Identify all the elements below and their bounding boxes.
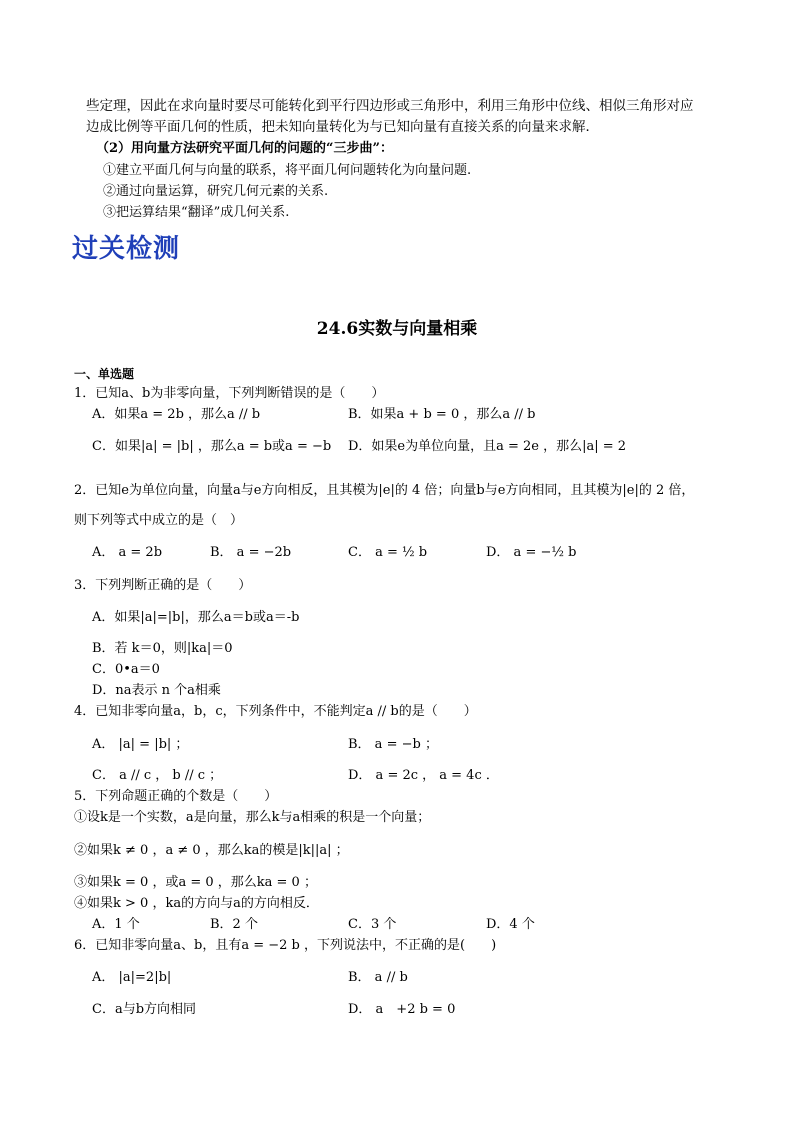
q3-option-c: C．0•a＝0 bbox=[92, 662, 160, 677]
q5-option-c: C．3 个 bbox=[348, 917, 397, 932]
q4-option-c: C． a // c ， b // c ； bbox=[92, 768, 223, 783]
part-heading: 一、单选题 bbox=[74, 367, 135, 381]
q2-option-c: C． a = ½ b bbox=[348, 545, 428, 560]
q5-option-d: D．4 个 bbox=[486, 917, 535, 932]
q6-option-a: A． |a|=2|b| bbox=[92, 970, 172, 985]
q6-option-d: D． a +2 b = 0 bbox=[348, 1002, 456, 1017]
q2-option-d: D． a = −½ b bbox=[486, 545, 577, 560]
q4-option-a: A． |a| = |b| ； bbox=[92, 737, 189, 752]
q2-option-a: A． a = 2b bbox=[92, 545, 163, 560]
step-3: ③把运算结果“翻译”成几何关系. bbox=[103, 205, 290, 220]
intro-line-2: 边成比例等平面几何的性质，把未知向量转化为与已知向量有直接关系的向量来求解． bbox=[86, 119, 599, 135]
q1-option-d: D．如果e为单位向量，且a = 2e ，那么|a| = 2 bbox=[348, 439, 627, 454]
q6-option-c: C．a与b方向相同 bbox=[92, 1002, 197, 1017]
q3-stem: 3．下列判断正确的是（ ） bbox=[74, 578, 252, 593]
q5-stem: 5．下列命题正确的个数是（ ） bbox=[74, 789, 278, 804]
q3-option-a: A．如果|a|=|b|，那么a＝b或a＝-b bbox=[92, 610, 300, 625]
q4-option-d: D． a = 2c ， a = 4c ． bbox=[348, 768, 499, 783]
q6-option-b: B． a // b bbox=[348, 970, 408, 985]
step-1: ①建立平面几何与向量的联系，将平面几何问题转化为向量问题. bbox=[103, 163, 472, 178]
document-title: 24.6实数与向量相乘 bbox=[316, 319, 478, 339]
q5-statement-3: ③如果k = 0 ，或a = 0 ，那么ka = 0 ； bbox=[74, 875, 317, 890]
q2-stem-line-2: 则下列等式中成立的是（ ） bbox=[74, 513, 244, 528]
q5-statement-4: ④如果k > 0 ，ka的方向与a的方向相反． bbox=[74, 896, 319, 911]
q4-option-b: B． a = −b ； bbox=[348, 737, 438, 752]
three-steps-heading: （2）用向量方法研究平面几何的问题的“三步曲”： bbox=[96, 141, 394, 156]
q1-stem: 1．已知a、b为非零向量，下列判断错误的是（ ） bbox=[74, 386, 385, 401]
q3-option-d: D．na表示 n 个a相乘 bbox=[92, 683, 221, 698]
q1-option-b: B．如果a + b = 0 ，那么a // b bbox=[348, 407, 536, 422]
q4-stem: 4．已知非零向量a，b，c，下列条件中，不能判定a // b的是（ ） bbox=[74, 704, 477, 719]
section-title: 过关检测 bbox=[72, 234, 181, 264]
q2-stem-line-1: 2．已知e为单位向量，向量a与e方向相反，且其模为|e|的 4 倍；向量b与e方向相同，且其模为|e|的 2 倍， bbox=[74, 483, 695, 498]
q1-option-c: C．如果|a| = |b| ，那么a = b或a = −b bbox=[92, 439, 332, 454]
q5-statement-1: ①设k是一个实数，a是向量，那么k与a相乘的积是一个向量； bbox=[74, 810, 431, 825]
q3-option-b: B．若 k＝0，则|ka|＝0 bbox=[92, 641, 233, 656]
q5-option-a: A．1 个 bbox=[92, 917, 140, 932]
q5-statement-2: ②如果k ≠ 0 ，a ≠ 0 ，那么ka的模是|k||a| ； bbox=[74, 843, 349, 858]
q5-option-b: B．2 个 bbox=[210, 917, 258, 932]
q2-option-b: B． a = −2b bbox=[210, 545, 292, 560]
step-2: ②通过向量运算，研究几何元素的关系. bbox=[103, 184, 329, 199]
q6-stem: 6．已知非零向量a、b，且有a = −2 b ，下列说法中，不正确的是( ) bbox=[74, 938, 497, 953]
q1-option-a: A．如果a = 2b ，那么a // b bbox=[92, 407, 261, 422]
intro-line-1: 些定理，因此在求向量时要尽可能转化到平行四边形或三角形中，利用三角形中位线、相似三角形对应 bbox=[86, 98, 694, 114]
